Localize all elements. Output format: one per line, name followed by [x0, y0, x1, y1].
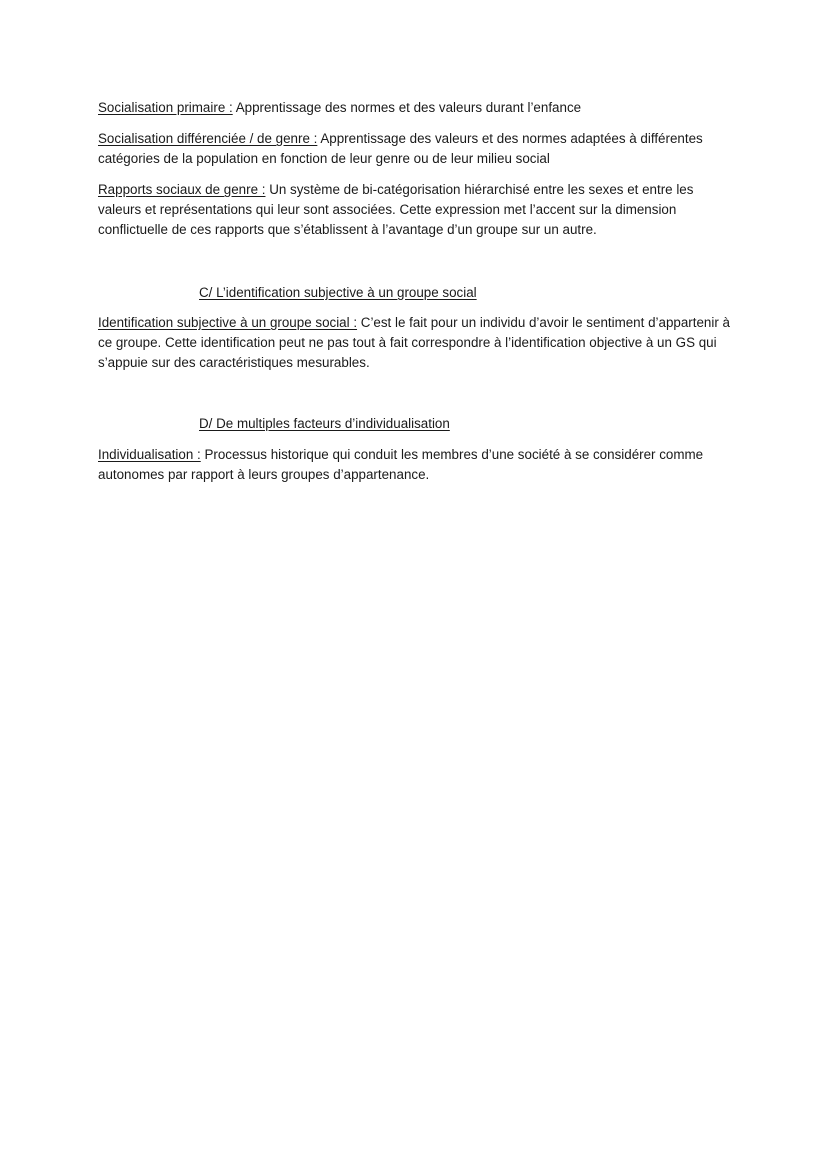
section-d-heading: D/ De multiples facteurs d’individualisation: [199, 416, 450, 431]
definition-term: Socialisation primaire :: [98, 100, 233, 115]
section-c-heading: C/ L’identification subjective à un groupe social: [199, 285, 477, 300]
definition-socialisation-primaire: [98, 98, 738, 118]
definition-term: Identification subjective à un groupe social :: [98, 315, 358, 330]
definition-text: Un système de bi-catégorisation hiérarchisé entre les sexes et entre les valeurs et représentations qui leur sont associées. Cette expression met l’accent sur la dimension conflictuelle de ces rapports que s’établissent à l’avantage d’un groupe sur un autre.: [98, 182, 694, 237]
definition-socialisation-differenciee: [98, 129, 738, 169]
definition-text: Processus historique qui conduit les membres d’une société à se considérer comme autonomes par rapport à leurs groupes d’appartenance.: [98, 447, 704, 482]
definition-term: Rapports sociaux de genre :: [98, 182, 266, 197]
definition-identification-subjective: [98, 313, 738, 373]
definition-text: Apprentissage des normes et des valeurs durant l’enfance: [232, 100, 582, 115]
definition-rapports-sociaux-de-genre: [98, 180, 738, 240]
definition-text: Apprentissage des valeurs et des normes adaptées à différentes catégories de la population en fonction de leur genre ou de leur milieu social: [98, 131, 703, 166]
definition-term: Socialisation différenciée / de genre :: [98, 131, 318, 146]
definition-term: Individualisation :: [98, 447, 201, 462]
definition-text: C’est le fait pour un individu d’avoir le sentiment d’appartenir à ce groupe. Cette identification peut ne pas tout à fait correspondre à l’identification objective à un GS qui s’appuie sur des caractéristiques mesurables.: [98, 315, 730, 370]
definition-individualisation: [98, 445, 738, 485]
